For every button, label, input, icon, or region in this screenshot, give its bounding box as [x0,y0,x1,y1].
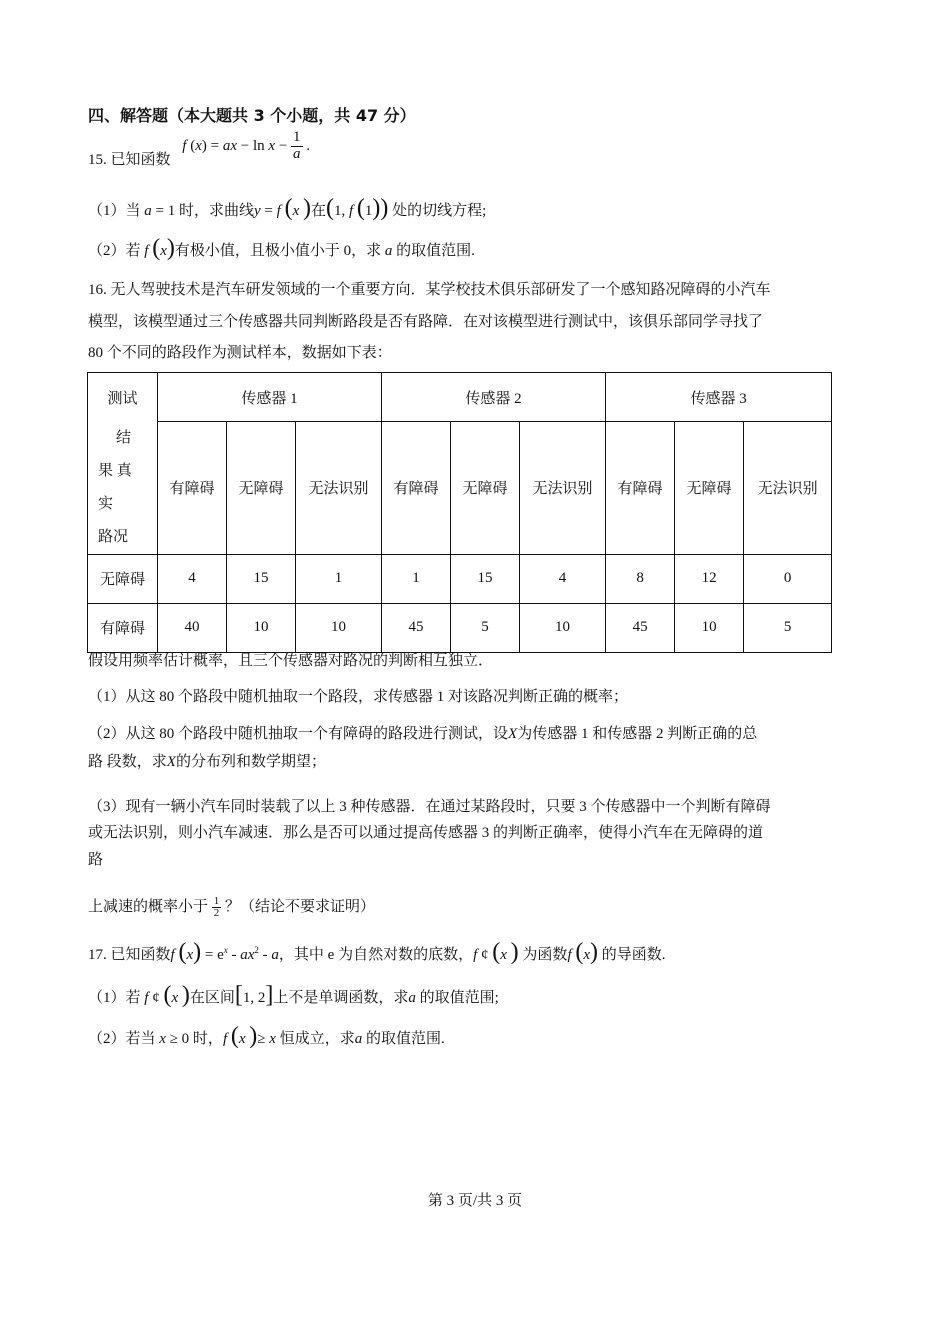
table-cell: 15 [227,554,296,603]
var-a: a [408,990,416,1006]
var-x: X [508,726,518,742]
table-result-header: 无法识别 [520,422,606,555]
table-cell: 15 [451,554,520,603]
table-header-sensor-3: 传感器 3 [606,373,832,422]
table-result-header: 无法识别 [744,422,832,555]
q16-sub2-line2: 路 段数，求X的分布列和数学期望； [88,754,326,770]
table-cell: 1 [382,554,451,603]
q15-sub2 [88,236,475,260]
q15-sub1-text: 时，求曲线 [178,203,254,219]
table-cell: 10 [520,603,606,652]
q15-number: 15. [88,152,107,168]
q16-line1: 16. 无人驾驶技术是汽车研发领域的一个重要方向．某学校技术俱乐部研发了一个感知路况障碍的小汽车 [88,282,771,298]
q15-sub1-prefix: （1）当 [88,203,141,219]
q15-fx: f (x) [144,235,175,261]
table-row-label: 有障碍 [88,603,158,652]
q16-sub3-line4: 上减速的概率小于 $\frac{1}{2}$ ？（结论不要求证明） [88,894,376,920]
table-corner-top: 测试 [88,373,158,422]
q16-sub3-line1: （3）现有一辆小汽车同时装载了以上 3 种传感器．在通过某路段时，只要 3 个传感器中一个判断有障碍 [88,799,771,815]
table-cell: 4 [520,554,606,603]
q17-derivative: f ¢ (x ) [473,939,519,965]
q17-sub1: （1）若 f ¢ (x )在区间[1, 2]上不是单调函数，求a 的取值范围; [88,982,499,1008]
q15-at: 在 [310,203,326,219]
q16-assumption: 假设用频率估计概率，且三个传感器对路况的判断相互独立． [88,653,494,669]
sensor-data-table [87,372,832,653]
q16-line2: 模型，该模型通过三个传感器共同判断路段是否有路障．在对该模型进行测试中，该俱乐部同学寻找了 [88,314,764,330]
table-result-header: 有障碍 [158,422,227,555]
table-cell: 45 [606,603,675,652]
table-cell: 5 [744,603,832,652]
q15-sub2-text2: 的取值范围. [396,243,475,259]
q17-inequality: f (x )≥ x [222,1023,276,1049]
table-cell: 1 [296,554,382,603]
section-heading: 四、解答题（本大题共 3 个小题，共 47 分） [88,106,416,125]
q16-sub3-line3: 路 [88,852,104,868]
table-cell: 10 [227,603,296,652]
table-cell: 12 [675,554,744,603]
table-cell: 40 [158,603,227,652]
table-result-header: 无障碍 [451,422,520,555]
table-cell: 10 [675,603,744,652]
table-result-header: 有障碍 [606,422,675,555]
q15-curve-formula: y = f (x ) [254,195,311,221]
q17-statement: 17. 已知函数f $(x) = e^x - ax^2 - a$，其中 e 为自然对数的底数，f ¢ (x ) 为函数f (x) 的导函数. [88,939,666,965]
var-x: X [166,754,176,770]
q17-interval: [1, 2] [234,982,274,1008]
q15-function-formula: f (x) = ax − ln x − $\frac{1}{a}$ . [182,129,311,163]
q17-sub2: （2）若当 x ≥ 0 时，f (x )≥ x 恒成立，求a 的取值范围. [88,1023,445,1049]
q15-sub2-prefix: （2）若 [88,243,141,259]
page-footer: 第 3 页/共 3 页 [427,1193,523,1209]
table-cell: 5 [451,603,520,652]
table-row [88,554,832,603]
q15-var-a: a [384,243,393,259]
table-cell: 10 [296,603,382,652]
q15-sub1 [88,196,486,220]
table-cell: 8 [606,554,675,603]
table-result-header: 无障碍 [675,422,744,555]
q16-sub3-line2: 或无法识别，则小汽车减速．那么是否可以通过提高传感器 3 的判断正确率，使得小汽车在无障碍的道 [88,825,764,841]
q17-derivative: f ¢ (x ) [144,982,190,1008]
table-row [88,603,832,652]
q17-function-formula: f $(x) = e^x - ax^2 - a$ [170,939,279,965]
table-result-header: 无法识别 [296,422,382,555]
q17-fx: f (x) [567,939,599,965]
table-cell: 4 [158,554,227,603]
table-result-header: 无障碍 [227,422,296,555]
table-result-header: 有障碍 [382,422,451,555]
var-a: a [354,1031,363,1047]
q17-sub2-cond: x ≥ 0 [159,1031,190,1047]
q15-intro: 已知函数 [110,152,171,168]
q15-sub1-text2: 处的切线方程; [392,203,487,219]
q16-sub1: （1）从这 80 个路段中随机抽取一个路段，求传感器 1 对该路况判断正确的概率； [88,689,629,705]
q16-line3: 80 个不同的路段作为测试样本，数据如下表： [88,345,392,361]
q15-sub1-cond: a = 1 [144,203,176,219]
q15-statement [88,129,311,180]
table-row-label: 无障碍 [88,554,158,603]
q15-point: (1, f (1)) [326,195,389,221]
q15-sub2-text: 有极小值，且极小值小于 0，求 [174,243,382,259]
table-header-sensor-2: 传感器 2 [382,373,606,422]
table-corner-label: 结 果 真 实 路况 [88,422,158,555]
q16-sub2-line1: （2）从这 80 个路段中随机抽取一个有障碍的路段进行测试，设X为传感器 1 和传感器 2 判断正确的总 [88,726,758,742]
table-cell: 45 [382,603,451,652]
table-cell: 0 [744,554,832,603]
table-header-sensor-1: 传感器 1 [158,373,382,422]
fraction-one-half: $\frac{1}{2}$ [213,894,220,920]
